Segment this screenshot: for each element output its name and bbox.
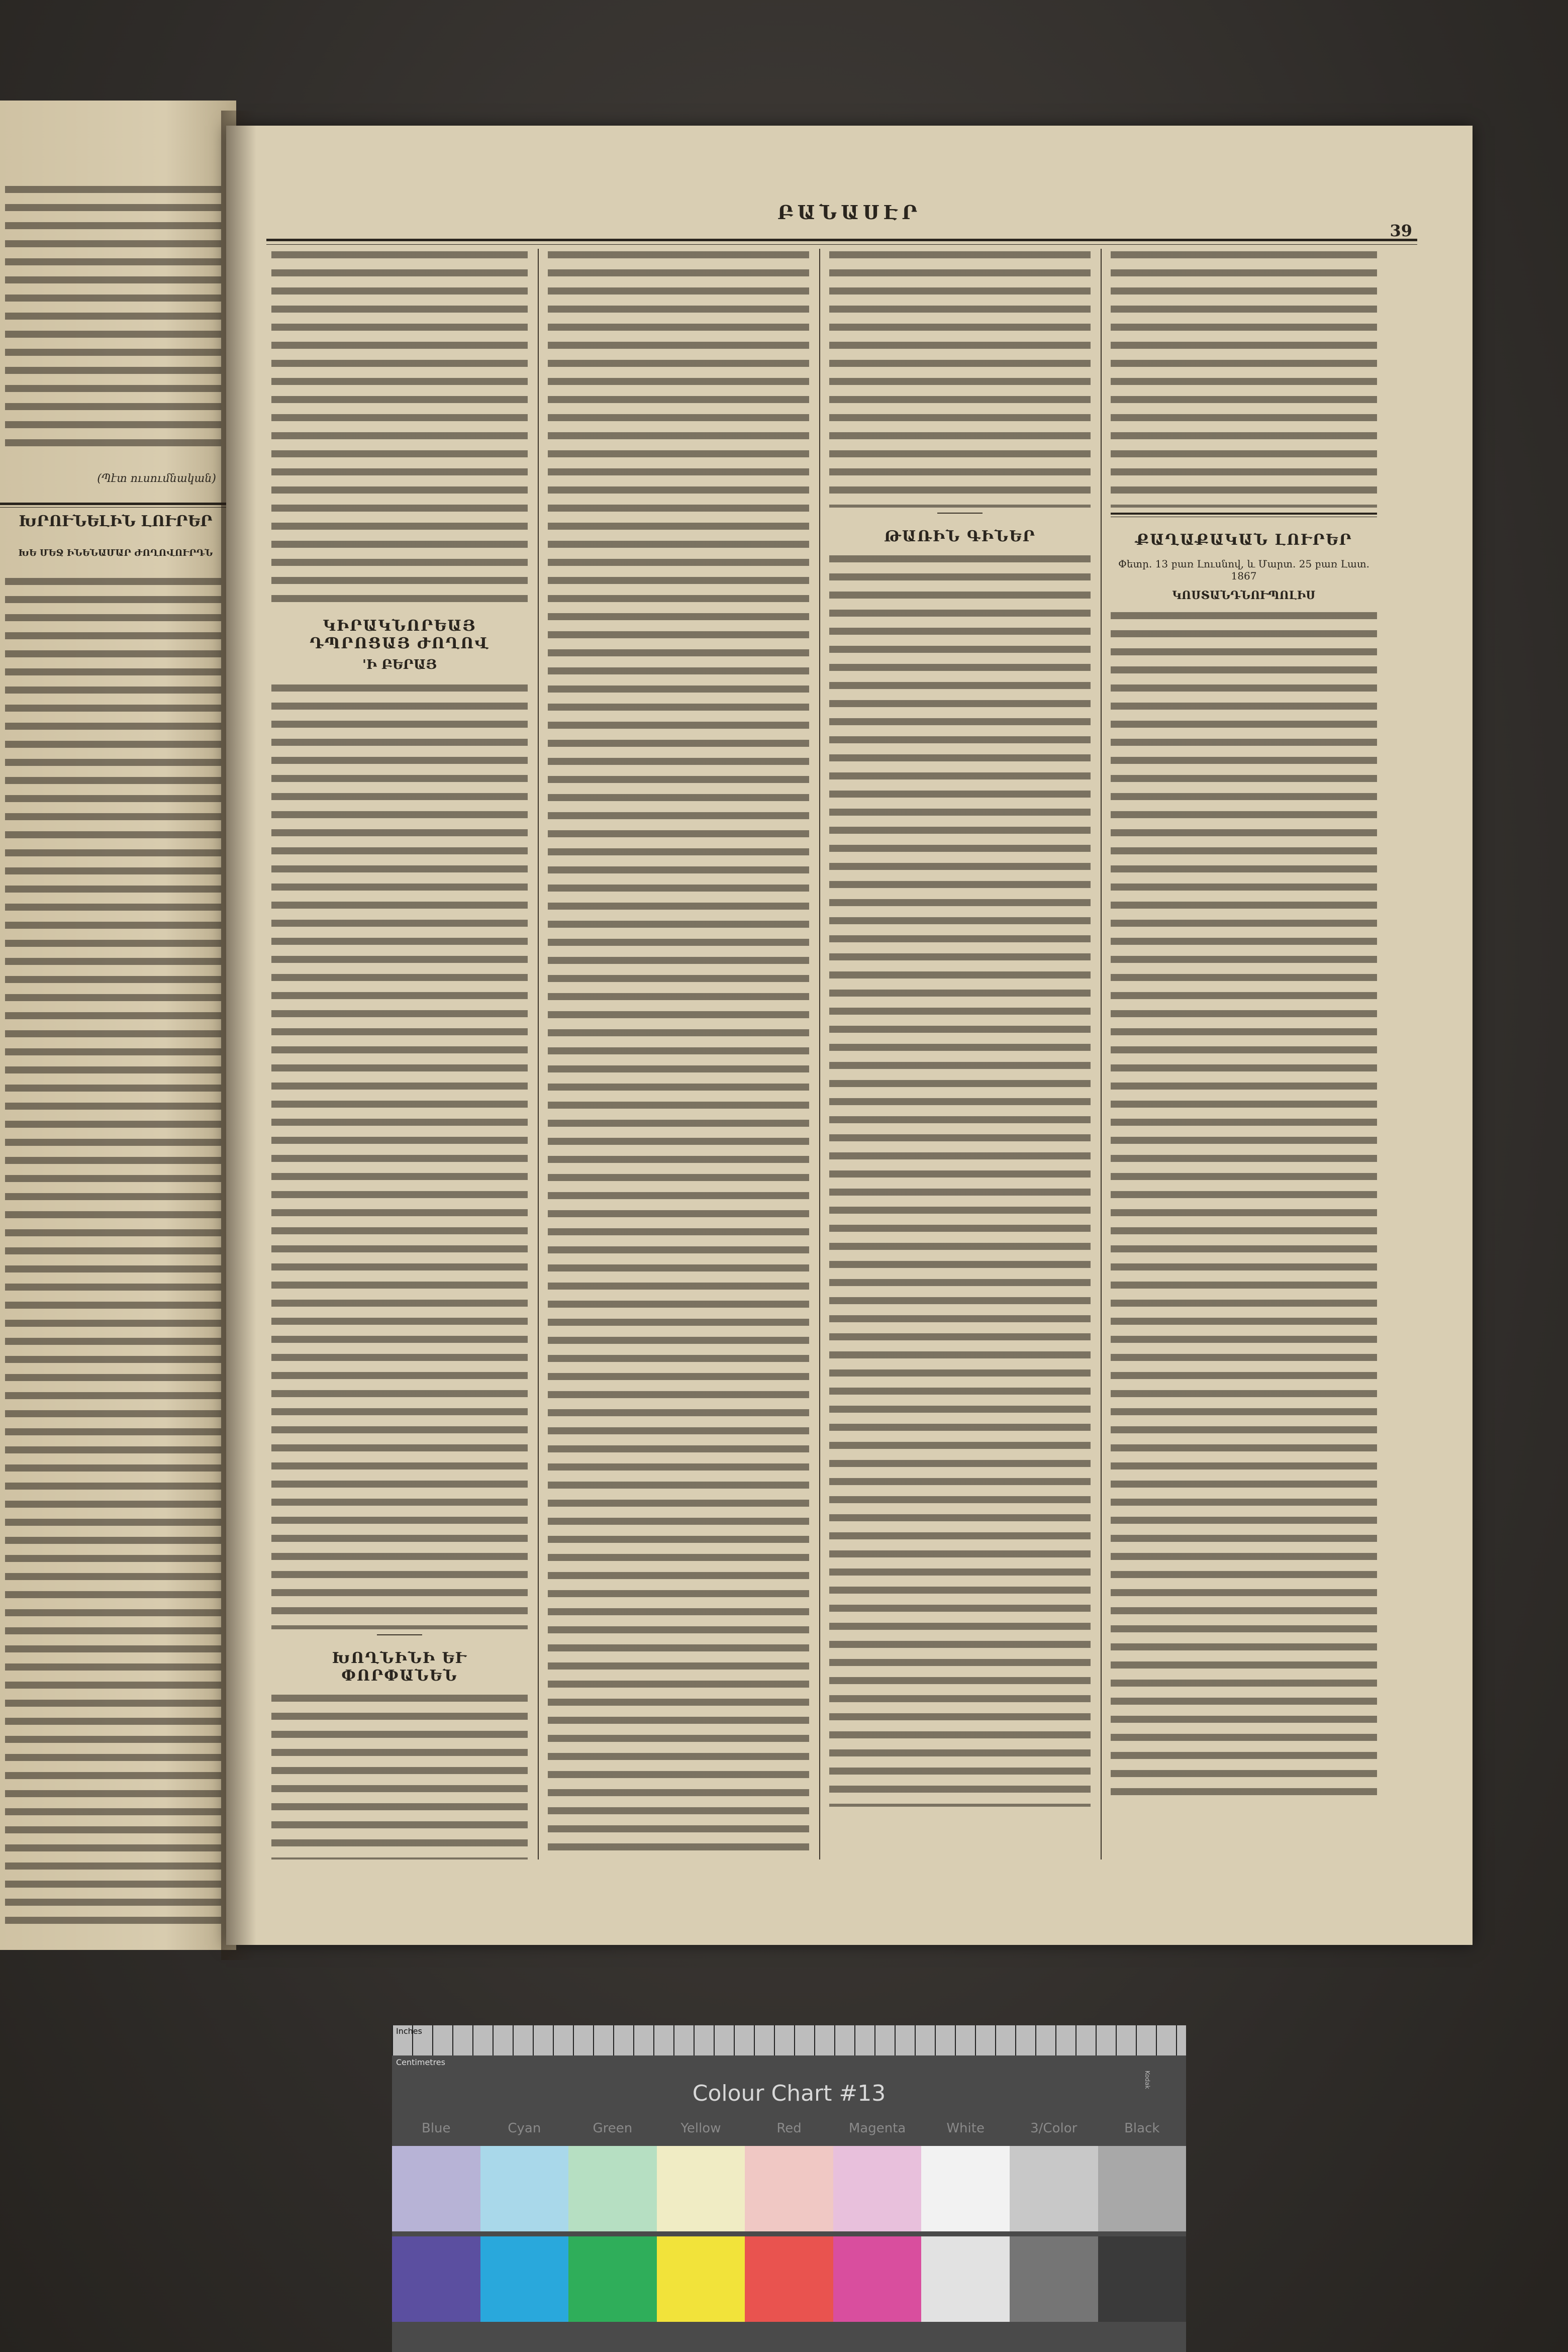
colour-swatch — [745, 2236, 833, 2322]
swatch-label: Black — [1124, 2121, 1160, 2136]
column-3-article-top — [829, 246, 1091, 508]
colour-swatch — [1010, 2236, 1098, 2322]
swatch-label: Blue — [422, 2121, 451, 2136]
colour-swatch — [568, 2236, 657, 2322]
colour-swatch — [745, 2146, 833, 2231]
colour-chart-title: Colour Chart #13 — [692, 2081, 886, 2106]
colour-swatch — [833, 2146, 922, 2231]
masthead-rule — [266, 239, 1417, 245]
swatch-row-light — [392, 2146, 1186, 2231]
left-page-signature: (Պէտ ուսումնական) — [97, 472, 216, 485]
colour-swatch — [657, 2236, 745, 2322]
ruler-inches-label: Inches — [396, 2026, 422, 2036]
section-title-second: ԽՈՂՆԻՆԻ ԵՒ ՓՈՐՓԱՆԵՆ — [332, 1649, 467, 1685]
colour-swatch — [921, 2236, 1010, 2322]
page-number: 39 — [1390, 221, 1412, 240]
column-2-article — [548, 246, 809, 1859]
ruler-cm-label: Centimetres — [396, 2057, 445, 2067]
colour-swatch — [392, 2146, 480, 2231]
column-1-article-top — [271, 246, 528, 608]
swatch-label: White — [946, 2121, 985, 2136]
column-2 — [548, 246, 809, 1859]
swatch-label: Yellow — [680, 2121, 721, 2136]
column-1-article-middle — [271, 679, 528, 1629]
political-news-dateline: Փետր. 13 բառ Լուսնով, և Մարտ. 25 բառ Լատ. 1867 — [1118, 558, 1369, 582]
gutter-shadow — [221, 111, 256, 1960]
colour-chart — [392, 2025, 1186, 2352]
column-4-article-bottom — [1111, 607, 1377, 1803]
left-page-rule — [0, 503, 231, 508]
column-3-article-bottom — [829, 550, 1091, 1807]
left-page-heading: ԽՐՈՒՆԵԼԻՆ ԼՈՒՐԵՐ — [19, 513, 213, 530]
section-subtitle-sunday-school: 'Ի ԲԵՐԱՅ — [362, 657, 437, 672]
column-rule-2 — [819, 249, 820, 1859]
section-title-sunday-school: ԿԻՐԱԿՆՈՐԵԱՅ ԴՊՐՈՑԱՅ ԺՈՂՈՎ — [310, 617, 489, 652]
political-news-place: ԿՈՍՏԱՆԴՆՈՒՊՈԼԻՍ — [1172, 589, 1316, 602]
column-3 — [829, 246, 1091, 1859]
column-rule-3 — [1101, 249, 1102, 1859]
newspaper-page — [226, 126, 1473, 1945]
colour-swatch — [1098, 2236, 1187, 2322]
column-3-divider — [937, 513, 983, 514]
colour-swatch — [1098, 2146, 1187, 2231]
left-facing-page — [0, 101, 236, 1950]
colour-swatch — [833, 2236, 922, 2322]
swatch-label: 3/Color — [1030, 2121, 1077, 2136]
swatch-label: Magenta — [848, 2121, 906, 2136]
swatch-labels — [392, 2121, 1186, 2141]
section-title-prices: ԹԱՌԻՆ ԳԻՆԵՐ — [884, 528, 1036, 545]
chart-brand-label: Kodak — [1144, 2071, 1151, 2089]
colour-swatch — [568, 2146, 657, 2231]
column-rule-1 — [538, 249, 539, 1859]
colour-swatch — [1010, 2146, 1098, 2231]
column-4 — [1111, 246, 1377, 1859]
masthead-title: ԲԱՆԱՍԷՐ — [777, 201, 922, 224]
swatch-label: Red — [776, 2121, 802, 2136]
left-page-subheading: ԽԵ ՄԵՋ ԻՆԵՆԱՄԱՐ ԺՈՂՈՎՈՒՐԴՆ — [18, 548, 213, 558]
left-page-text-block-1 — [5, 181, 221, 452]
left-page-text-block-2 — [5, 573, 221, 1930]
colour-swatch — [921, 2146, 1010, 2231]
colour-swatch — [480, 2146, 569, 2231]
ruler — [392, 2025, 1186, 2055]
column-1 — [271, 246, 528, 1859]
section-title-political-news: ՔԱՂԱՔԱԿԱՆ ԼՈՒՐԵՐ — [1135, 531, 1352, 549]
column-4-article-top — [1111, 246, 1377, 508]
swatch-row-dark — [392, 2236, 1186, 2322]
colour-swatch — [392, 2236, 480, 2322]
colour-swatch — [657, 2146, 745, 2231]
colour-swatch — [480, 2236, 569, 2322]
swatch-label: Cyan — [508, 2121, 541, 2136]
column-4-rule — [1111, 513, 1377, 517]
column-1-divider — [377, 1634, 422, 1635]
swatch-label: Green — [593, 2121, 633, 2136]
column-1-article-bottom — [271, 1690, 528, 1859]
